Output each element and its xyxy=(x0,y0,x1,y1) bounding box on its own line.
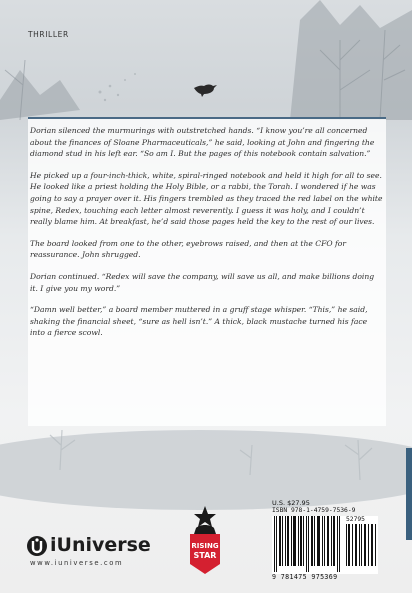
excerpt-paragraph: He picked up a four-inch-thick, white, spiral-ringed notebook and held it high for all to see. He looked like a priest holding the Holy Bible, or a rabbi, the Torah. I wondered if he was going to say a prayer over it. His fingers trembled as they traced the red label on the white spine, Redex, touching each letter almost reverently. I guess it was holy, and I couldn’t really blame him. At breakfast, he’d said those pages held the key to the rest of our lives. xyxy=(30,170,383,227)
price-label: U.S. $27.95 xyxy=(272,499,310,507)
excerpt-panel xyxy=(28,117,386,426)
addon-code: 52795 xyxy=(346,516,365,523)
barcode-bars xyxy=(272,516,378,574)
publisher-logo xyxy=(26,532,156,572)
badge-line-rising: RISING xyxy=(191,542,219,550)
ean-number: 9 781475 975369 xyxy=(272,573,338,581)
badge-line-star: STAR xyxy=(193,551,217,560)
excerpt-paragraph: Dorian silenced the murmurings with outstretched hands. “I know you’re all concerned about the finances of Sloane Pharmaceuticals,” he said, looking at John and fingering the diamond stud in his left ear. “So am I. But the pages of this notebook contain salvation.” xyxy=(30,126,375,159)
excerpt-paragraph: “Damn well better,” a board member muttered in a gruff stage whisper. “This,” he said, shaking the financial sheet, “sure as hell isn’t.” A thick, black mustache turned his face into a fierce scowl. xyxy=(30,305,368,338)
right-edge-bar xyxy=(406,448,412,540)
publisher-url: www.iuniverse.com xyxy=(30,559,124,567)
iuniverse-logo-icon xyxy=(26,535,48,557)
genre-label: THRILLER xyxy=(28,30,69,39)
publisher-name: iUniverse xyxy=(50,534,151,556)
excerpt-paragraph: The board looked from one to the other, eyebrows raised, and then at the CFO for reassurance. John shrugged. xyxy=(30,238,347,260)
excerpt-paragraph: Dorian continued. “Redex will save the company, will save us all, and make billions doing it. I give you my word.” xyxy=(30,271,375,293)
bird-icon xyxy=(192,82,218,98)
isbn-label: ISBN 978-1-4759-7536-9 xyxy=(272,507,356,514)
rising-star-badge-icon xyxy=(186,504,224,576)
barcode-block xyxy=(272,499,378,581)
rising-star-badge xyxy=(186,504,224,576)
